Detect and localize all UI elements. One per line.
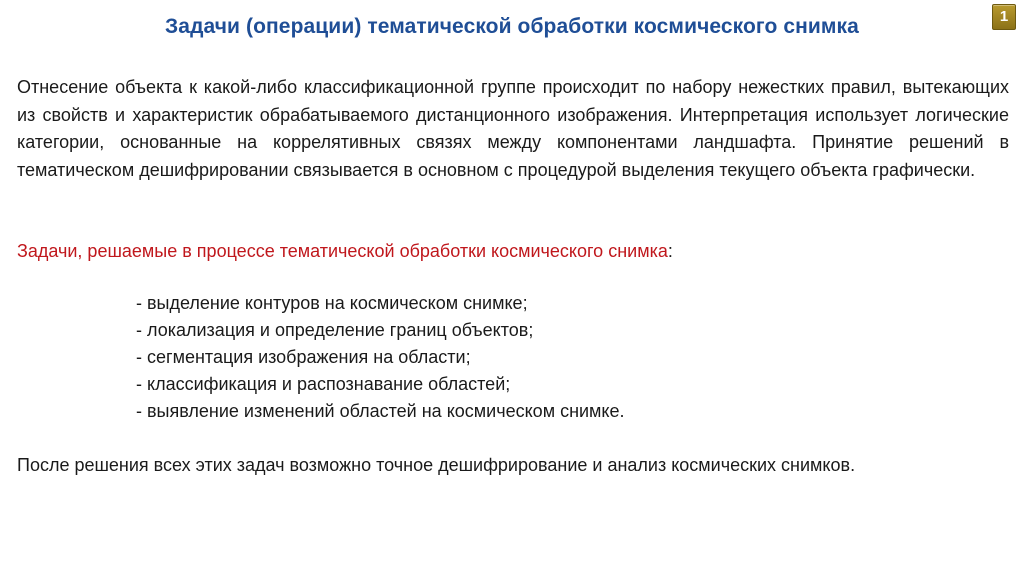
tasks-heading-colon: : [667, 241, 673, 261]
tasks-heading-text: Задачи, решаемые в процессе тематической обработки космического снимка [17, 241, 668, 261]
slide-title: Задачи (операции) тематической обработки космического снимка [165, 15, 859, 38]
task-item-classification: - классификация и распознавание областей; [136, 374, 511, 394]
task-item-localization: - локализация и определение границ объектов; [136, 320, 534, 340]
task-list [136, 290, 625, 425]
task-item-segmentation: - сегментация изображения на области; [136, 347, 471, 367]
conclusion-paragraph: После решения всех этих задач возможно точное дешифрирование и анализ космических снимков. [17, 455, 856, 475]
task-item-contours: - выделение контуров на космическом снимке; [136, 293, 528, 313]
intro-paragraph: Отнесение объекта к какой-либо классификационной группе происходит по набору нежестких правил, вытекающих из свойств и характеристик обрабатываемого дистанционного изображения. Интерпретация использует логические категории, основанные на коррелятивных связях между компонентами ландшафта. Принятие решений в тематическом дешифрировании связывается в основном с процедурой выделения текущего объекта графически. [17, 77, 1009, 180]
tasks-heading [17, 238, 673, 265]
task-item-change-detection: - выявление изменений областей на космическом снимке. [136, 401, 625, 421]
page-number-badge: 1 [992, 4, 1016, 30]
